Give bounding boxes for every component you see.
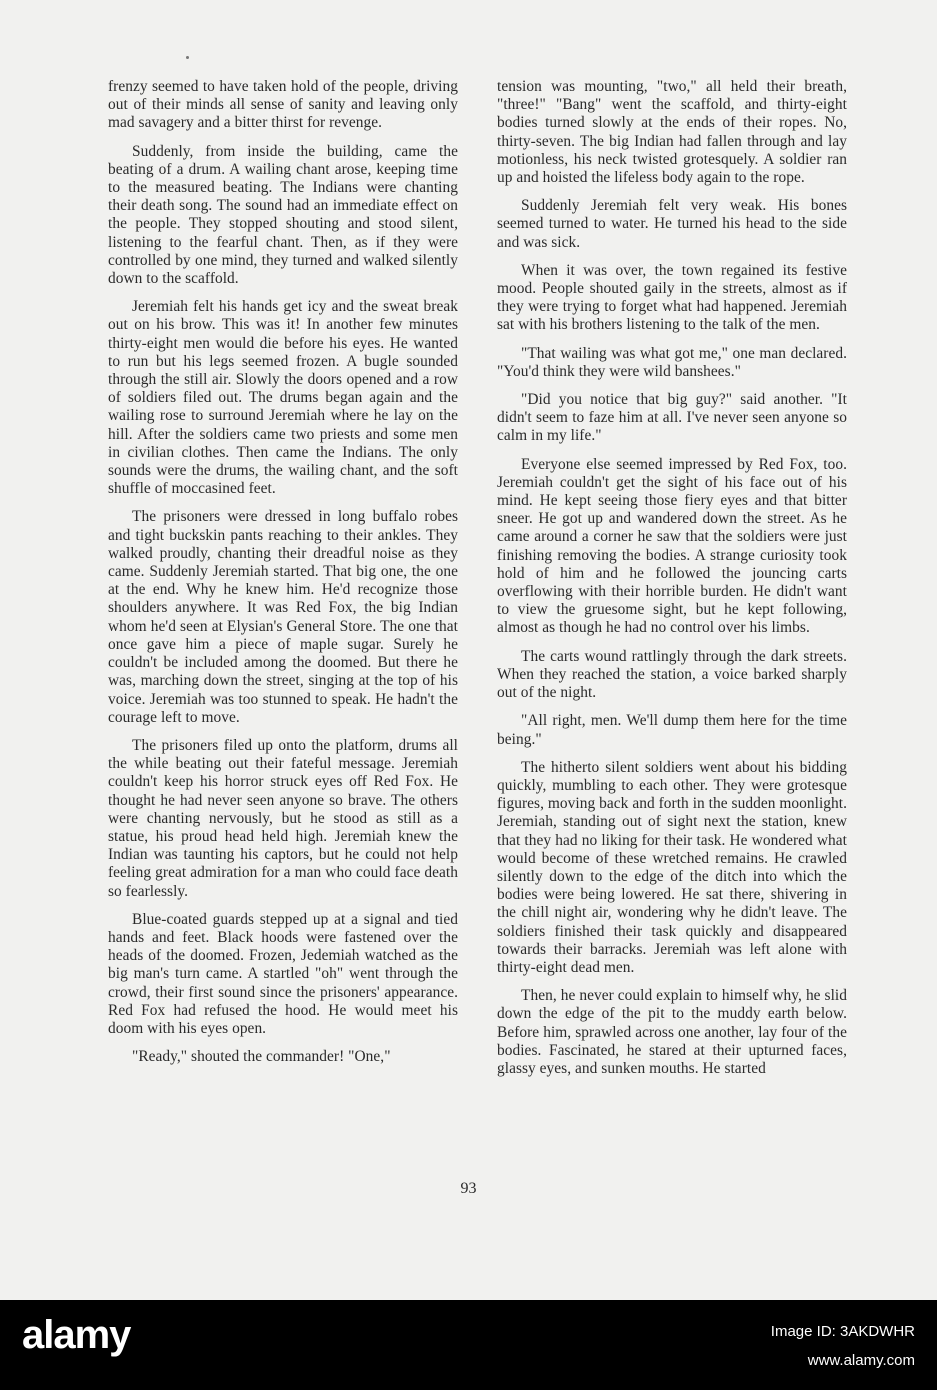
alamy-logo: alamy <box>22 1313 131 1357</box>
paragraph: Everyone else seemed impressed by Red Fox, too. Jeremiah couldn't get the sight of his face out of his mind. He kept seeing those fiery eyes and that bitter sneer. He got up and wandered down the street. As he came around a corner he saw that the soldiers were just finishing removing the bodies. A strange curiosity took hold of him and he followed the jouncing carts overflowing with their horrible burden. He didn't want to view the gruesome sight, but he kept following, almost as though he had no control over his limbs. <box>497 455 847 637</box>
image-id-label: Image ID: 3AKDWHR <box>770 1323 915 1340</box>
page-number: 93 <box>460 1180 477 1197</box>
paragraph: Then, he never could explain to himself why, he slid down the edge of the pit to the muddy earth below. Before him, sprawled across one another, lay four of the bodies. Fascinated, he stared at their upturned faces, glassy eyes, and sunken mouths. He started <box>497 987 847 1077</box>
paragraph: Jeremiah felt his hands get icy and the sweat break out on his brow. This was it! In another few minutes thirty-eight men would die before his eyes. He wanted to run but his legs seemed frozen. A bugle sounded through the still air. Slowly the doors opened and a row of soldiers filed out. The drums began again and the wailing rose to surround Jeremiah where he lay on the hill. After the soldiers came two priests and some men in civilian clothes. Then came the Indians. The only sounds were the drums, the wailing chant, and the soft shuffle of moccasined feet. <box>108 298 458 498</box>
left-text-column <box>108 78 458 1076</box>
paragraph: "Ready," shouted the commander! "One," <box>132 1048 391 1066</box>
paragraph: Suddenly, from inside the building, came the beating of a drum. A wailing chant arose, keeping time to the measured beating. The Indians were chanting their death song. The sound had an immediate effect on the people. They stopped shouting and stood silent, listening to the fearful chant. Then, as if they were controlled by one mind, they turned and walked silently down to the scaffold. <box>108 142 458 288</box>
paragraph: The carts wound rattlingly through the dark streets. When they reached the station, a voice barked sharply out of the night. <box>497 647 847 702</box>
paragraph: Suddenly Jeremiah felt very weak. His bones seemed turned to water. He turned his head to the side and was sick. <box>497 197 847 251</box>
watermark-url: www.alamy.com <box>807 1352 915 1369</box>
paragraph: "All right, men. We'll dump them here for the time being." <box>497 712 847 748</box>
right-text-column <box>497 78 847 1088</box>
paragraph: The prisoners filed up onto the platform, drums all the while beating out their fateful message. Jeremiah couldn't keep his horror struck eyes off Red Fox. He thought he had never seen anyone so brave. The others were chanting nervously, but he stood as still as a statue, his proud head held high. Jeremiah knew the Indian was taunting his captors, but he could not help feeling great admiration for a man who could face death so fearlessly. <box>108 736 458 900</box>
ink-speck <box>186 56 189 59</box>
paragraph: "Did you notice that big guy?" said another. "It didn't seem to faze him at all. I've never seen anyone so calm in my life." <box>497 391 847 445</box>
paragraph: The prisoners were dressed in long buffalo robes and tight buckskin pants reaching to their ankles. They walked proudly, chanting their dreadful noise as they came. Suddenly Jeremiah started. That big one, the one at the end. Why he knew him. He'd recognize those shoulders anywhere. It was Red Fox, the big Indian whom he'd seen at Elysian's General Store. The one that once gave him a piece of maple sugar. Surely he couldn't be included among the doomed. But there he was, marching down the street, singing at the top of his voice. Jeremiah was too stunned to speak. He hadn't the courage left to move. <box>108 508 458 726</box>
paragraph: When it was over, the town regained its festive mood. People shouted gaily in the streets, almost as if they were trying to forget what had happened. Jeremiah sat with his brothers listening to the talk of the men. <box>497 261 847 334</box>
paragraph: frenzy seemed to have taken hold of the people, driving out of their minds all sense of sanity and leaving only mad savagery and a bitter thirst for revenge. <box>108 78 458 132</box>
watermark-bar <box>0 1300 937 1390</box>
paragraph: The hitherto silent soldiers went about his bidding quickly, mumbling to each other. They were grotesque figures, moving back and forth in the sudden moonlight. Jeremiah, standing out of sight next the station, knew that they had no liking for their task. He wondered what would become of these wretched remains. He crawled silently down to the edge of the ditch into which the bodies were being lowered. He sat there, shivering in the chill night air, wondering why he didn't leave. The soldiers finished their task quickly and disappeared towards their barracks. Jeremiah was left alone with thirty-eight dead men. <box>497 758 847 976</box>
paragraph: Blue-coated guards stepped up at a signal and tied hands and feet. Black hoods were fastened over the heads of the doomed. Frozen, Jedemiah watched as the big man's turn came. A startled "oh" went through the crowd, their first sound since the prisoners' appearance. Red Fox had refused the hood. He would meet his doom with his eyes open. <box>108 910 458 1037</box>
paragraph: "That wailing was what got me," one man declared. "You'd think they were wild banshees." <box>497 344 847 380</box>
paragraph: tension was mounting, "two," all held their breath, "three!" "Bang" went the scaffold, and thirty-eight bodies turned slowly at the ends of their ropes. No, thirty-seven. The big Indian had fallen through and lay motionless, his neck twisted grotesquely. A soldier ran up and hoisted the lifeless body again to the rope. <box>497 78 847 187</box>
